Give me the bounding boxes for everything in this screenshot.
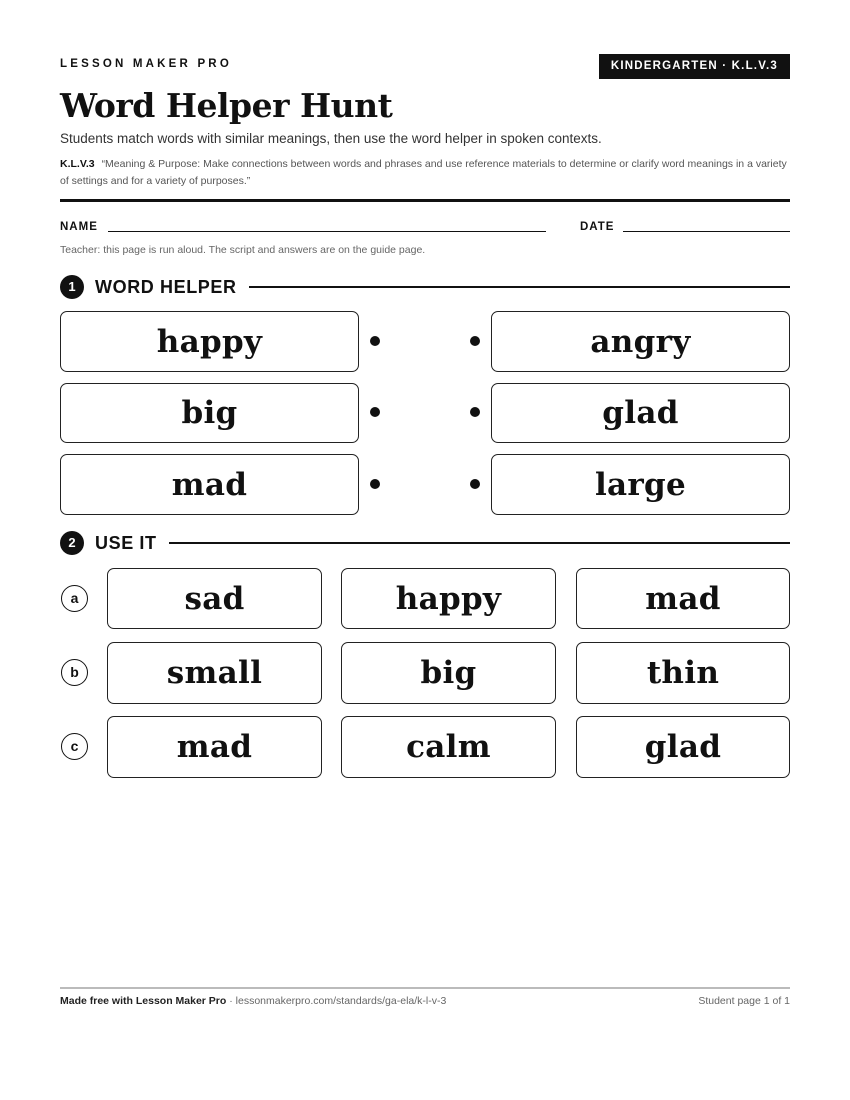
section-divider <box>169 542 790 544</box>
choice-word-card[interactable]: thin <box>576 642 790 704</box>
match-right-dot[interactable] <box>470 407 480 417</box>
choice-word-card[interactable]: small <box>107 642 322 704</box>
name-label: NAME <box>60 221 98 233</box>
page-subtitle: Students match words with similar meanings, then use the word helper in spoken contexts. <box>60 131 602 146</box>
row-letter-badge: c <box>61 733 88 760</box>
standard-code: K.L.V.3 <box>60 158 95 170</box>
match-left-word-card[interactable]: big <box>60 383 359 443</box>
match-right-word-card[interactable]: angry <box>491 311 790 372</box>
footer-page-label: Student page 1 of 1 <box>698 995 790 1007</box>
section-title: WORD HELPER <box>95 276 237 297</box>
choice-word-card[interactable]: sad <box>107 568 322 629</box>
match-right-dot[interactable] <box>470 479 480 489</box>
section-word-helper-header <box>60 275 790 299</box>
row-letter-badge: b <box>61 659 88 686</box>
grade-badge: KINDERGARTEN · K.L.V.3 <box>599 54 790 79</box>
footer-separator: · <box>226 995 236 1007</box>
match-left-word-card[interactable]: happy <box>60 311 359 372</box>
section-number-badge: 2 <box>60 531 84 555</box>
header-divider <box>60 199 790 202</box>
teacher-note: Teacher: this page is run aloud. The script and answers are on the guide page. <box>60 244 426 256</box>
brand-name: LESSON MAKER PRO <box>60 58 232 70</box>
footer-url[interactable]: lessonmakerpro.com/standards/ga-ela/k-l-v-3 <box>235 995 447 1007</box>
section-number-badge: 1 <box>60 275 84 299</box>
match-left-dot[interactable] <box>370 479 380 489</box>
section-use-it-header <box>60 531 790 555</box>
match-left-dot[interactable] <box>370 336 380 346</box>
choice-word-card[interactable]: big <box>341 642 556 704</box>
section-title: USE IT <box>95 532 157 553</box>
match-right-word-card[interactable]: glad <box>491 383 790 443</box>
row-letter-badge: a <box>61 585 88 612</box>
footer-made-with: Made free with Lesson Maker Pro <box>60 995 227 1007</box>
footer-credit <box>60 995 446 1007</box>
match-left-dot[interactable] <box>370 407 380 417</box>
choice-word-card[interactable]: glad <box>576 716 790 778</box>
choice-word-card[interactable]: mad <box>576 568 790 629</box>
match-right-dot[interactable] <box>470 336 480 346</box>
page-title: Word Helper Hunt <box>60 86 393 125</box>
section-divider <box>249 286 790 288</box>
match-left-word-card[interactable]: mad <box>60 454 359 515</box>
standard-text: “Meaning & Purpose: Make connections between words and phrases and use reference materials to determine or clarify word meanings in a variety of settings and for a variety of purposes.” <box>60 158 787 187</box>
date-label: DATE <box>580 221 615 233</box>
footer-divider <box>60 987 790 989</box>
date-field-line[interactable] <box>623 231 790 232</box>
choice-word-card[interactable]: mad <box>107 716 322 778</box>
match-right-word-card[interactable]: large <box>491 454 790 515</box>
name-field-line[interactable] <box>108 231 546 232</box>
standard-description <box>60 156 792 190</box>
choice-word-card[interactable]: happy <box>341 568 556 629</box>
choice-word-card[interactable]: calm <box>341 716 556 778</box>
